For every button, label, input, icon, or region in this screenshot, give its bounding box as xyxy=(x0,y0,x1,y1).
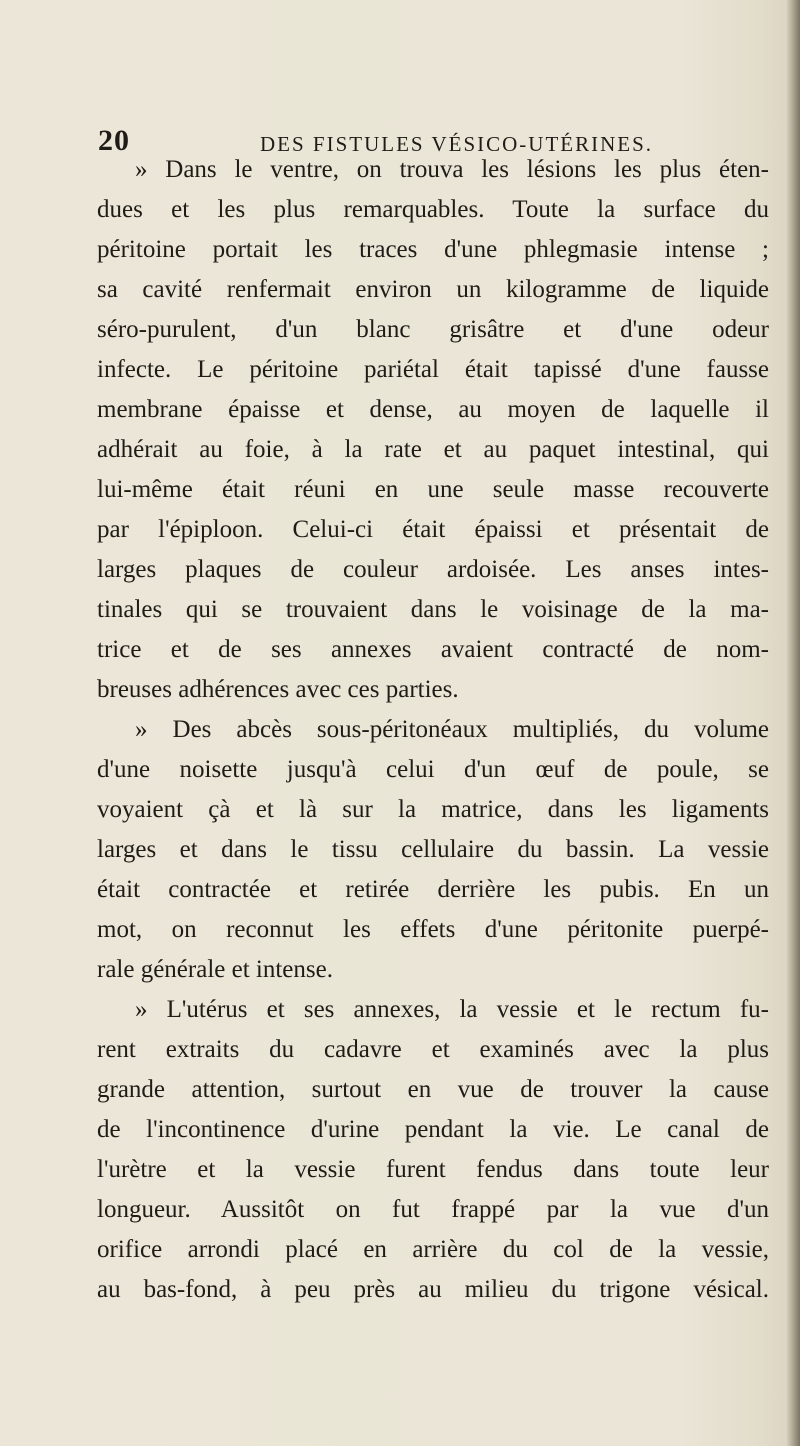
text-line: larges et dans le tissu cellulaire du bassin. La vessie xyxy=(97,836,769,863)
text-line: de l'incontinence d'urine pendant la vie. Le canal de xyxy=(97,1116,769,1143)
text-line: membrane épaisse et dense, au moyen de laquelle il xyxy=(97,396,769,423)
page-number: 20 xyxy=(98,124,130,157)
text-line: au bas-fond, à peu près au milieu du trigone vésical. xyxy=(97,1276,769,1303)
text-line: séro-purulent, d'un blanc grisâtre et d'une odeur xyxy=(97,316,769,343)
text-line: tinales qui se trouvaient dans le voisinage de la ma- xyxy=(97,596,769,623)
text-line: adhérait au foie, à la rate et au paquet intestinal, qui xyxy=(97,436,769,463)
text-line: orifice arrondi placé en arrière du col de la vessie, xyxy=(97,1236,769,1263)
text-line: mot, on reconnut les effets d'une péritonite puerpé- xyxy=(97,916,769,943)
text-line: longueur. Aussitôt on fut frappé par la vue d'un xyxy=(97,1196,769,1223)
text-line: sa cavité renfermait environ un kilogramme de liquide xyxy=(97,276,769,303)
text-line: infecte. Le péritoine pariétal était tapissé d'une fausse xyxy=(97,356,769,383)
text-line: » L'utérus et ses annexes, la vessie et le rectum fu- xyxy=(135,996,769,1023)
text-line: » Des abcès sous-péritonéaux multipliés, du volume xyxy=(135,716,769,743)
text-line: était contractée et retirée derrière les pubis. En un xyxy=(97,876,769,903)
text-line: rent extraits du cadavre et examinés avec la plus xyxy=(97,1036,769,1063)
text-line: » Dans le ventre, on trouva les lésions les plus éten- xyxy=(135,156,769,183)
text-line: voyaient çà et là sur la matrice, dans les ligaments xyxy=(97,796,769,823)
body-text xyxy=(97,150,769,1310)
text-line: d'une noisette jusqu'à celui d'un œuf de poule, se xyxy=(97,756,769,783)
text-line: dues et les plus remarquables. Toute la surface du xyxy=(97,196,769,223)
text-line: larges plaques de couleur ardoisée. Les anses intes- xyxy=(97,556,769,583)
text-line: lui-même était réuni en une seule masse recouverte xyxy=(97,476,769,503)
text-line: trice et de ses annexes avaient contracté de nom- xyxy=(97,636,769,663)
text-line: péritoine portait les traces d'une phlegmasie intense ; xyxy=(97,236,769,263)
text-line: breuses adhérences avec ces parties. xyxy=(97,676,459,703)
text-line: grande attention, surtout en vue de trouver la cause xyxy=(97,1076,769,1103)
running-head: DES FISTULES VÉSICO-UTÉRINES. xyxy=(260,132,654,156)
page-edge-shadow xyxy=(786,0,800,1446)
text-line: par l'épiploon. Celui-ci était épaissi et présentait de xyxy=(97,516,769,543)
text-line: rale générale et intense. xyxy=(97,956,333,983)
text-line: l'urètre et la vessie furent fendus dans toute leur xyxy=(97,1156,769,1183)
